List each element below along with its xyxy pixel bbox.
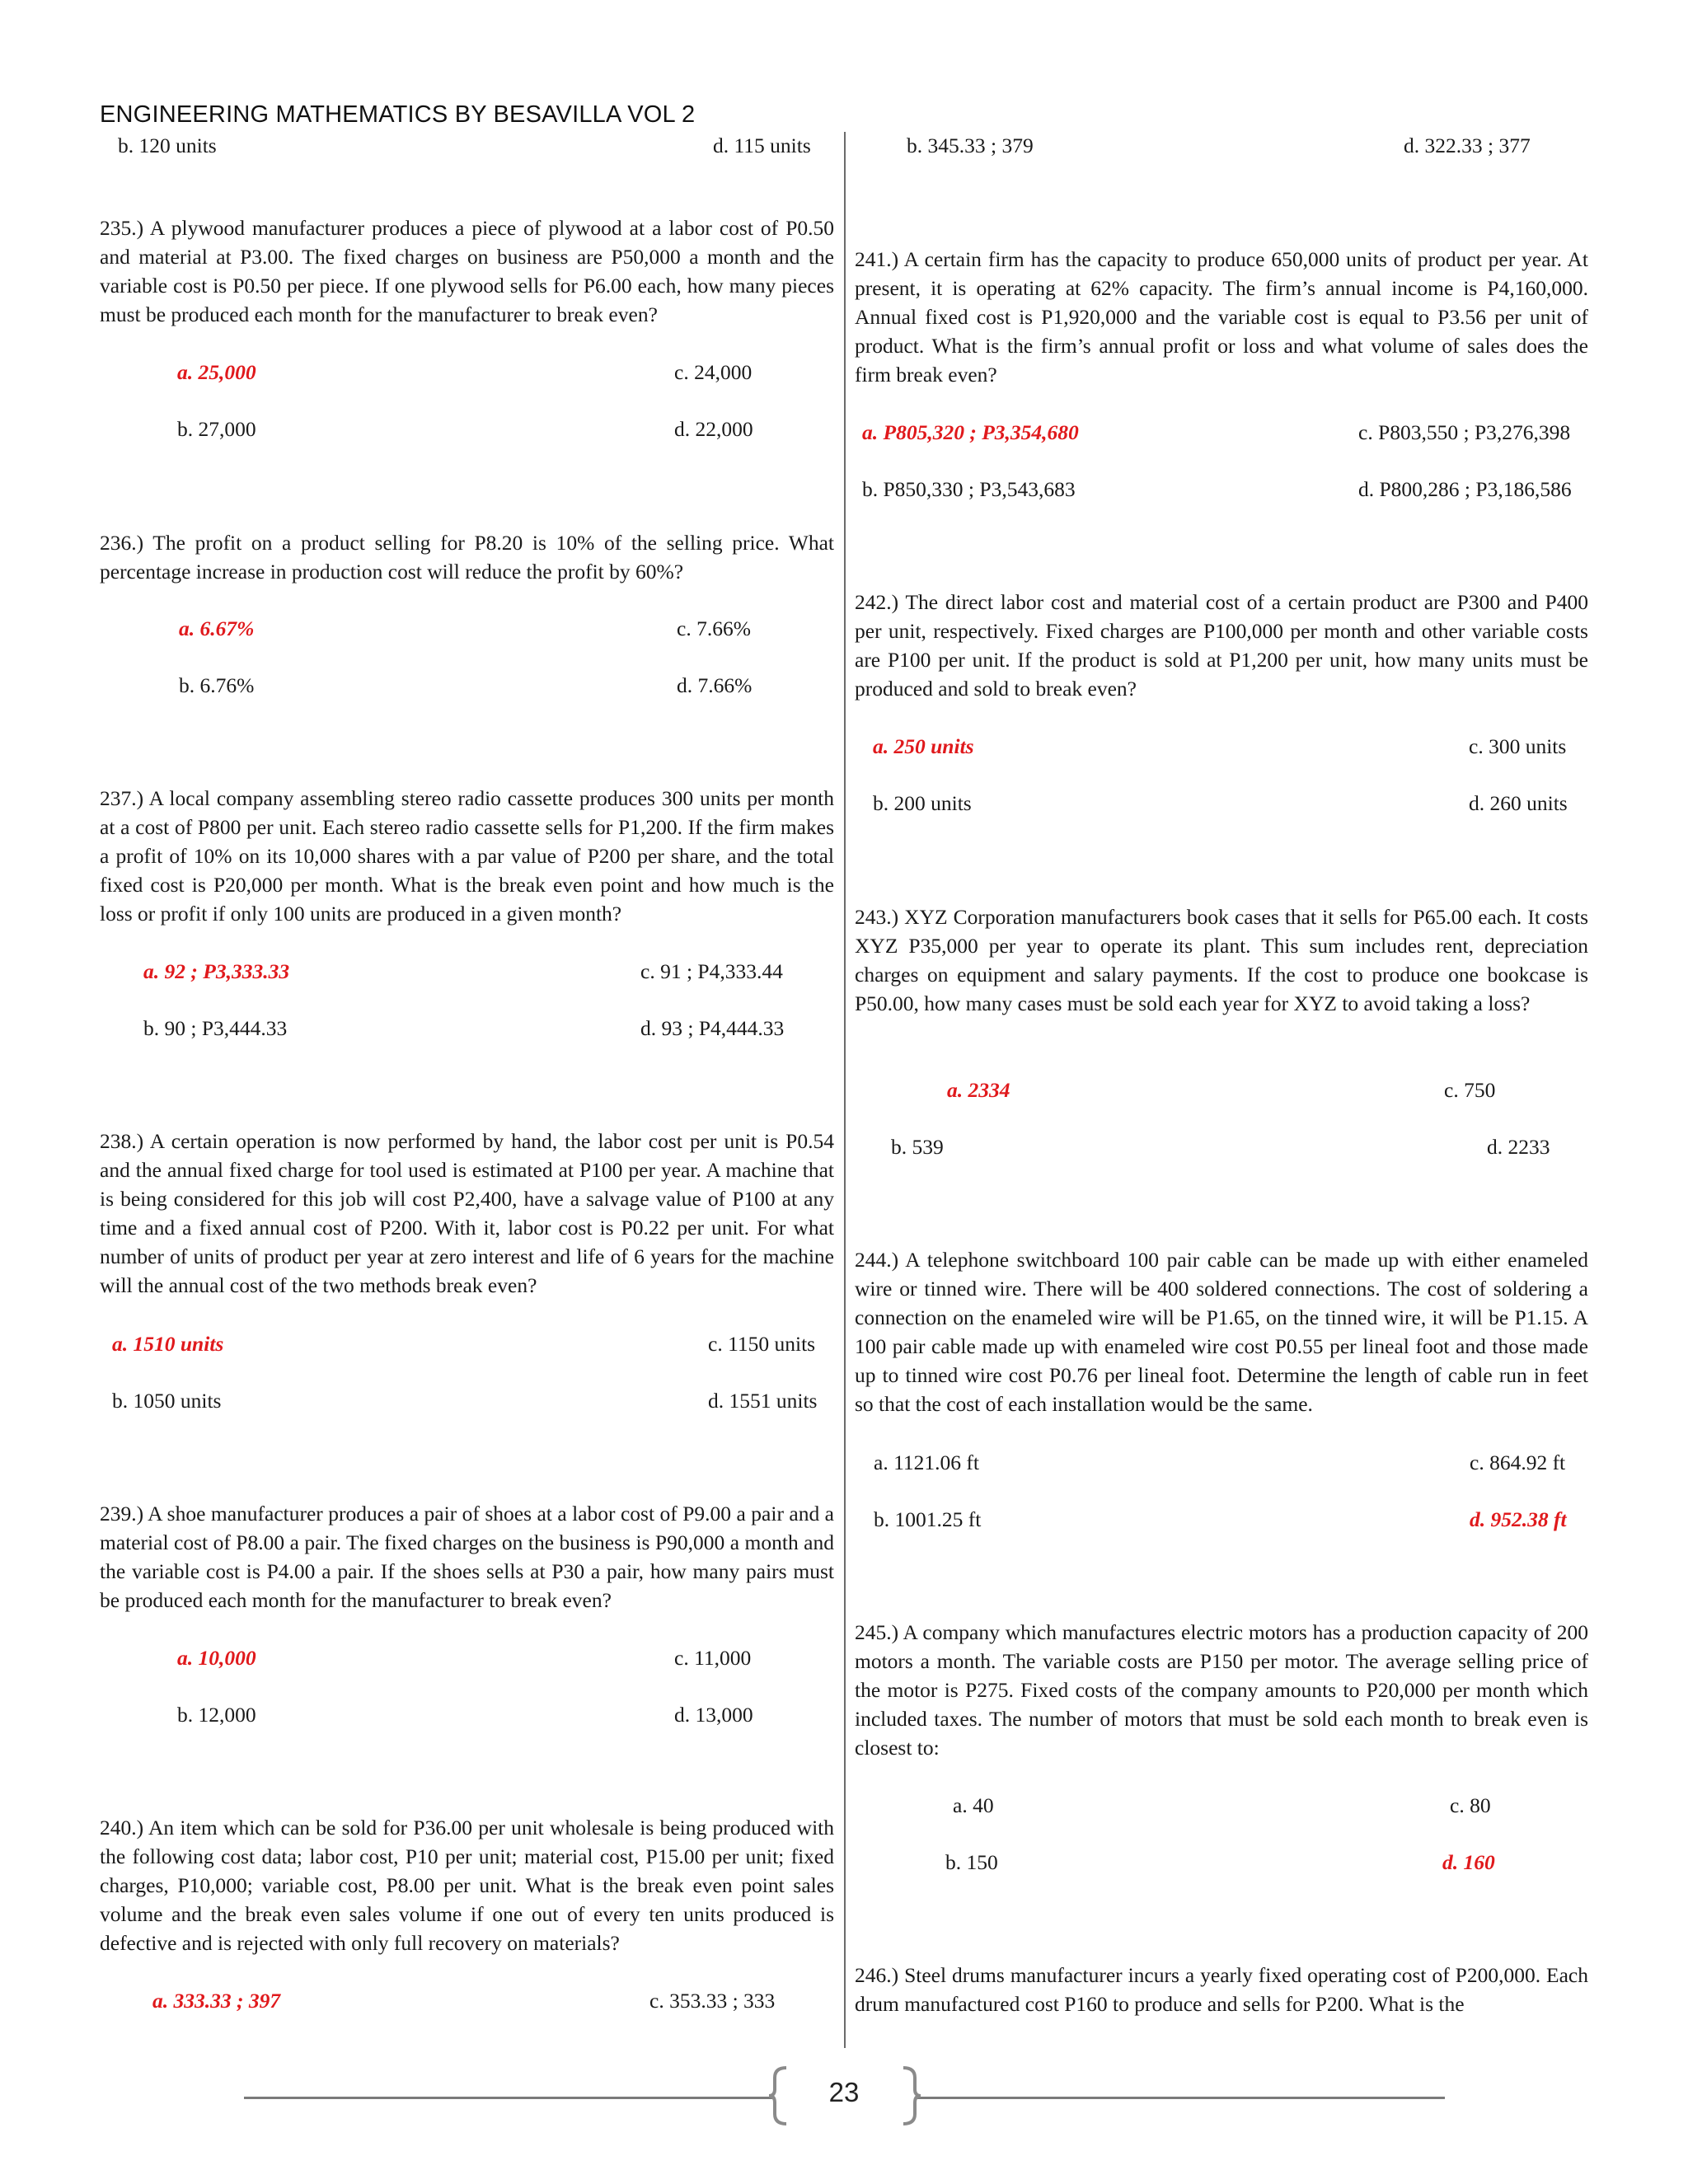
option-b: b. 120 units [118, 134, 217, 157]
question-246: 246.) Steel drums manufacturer incurs a yearly fixed operating cost of P200,000. Each drum manufactured cost P160 to produce and sells for P200. What is the [855, 1963, 1588, 2016]
column-divider [844, 132, 846, 2048]
option-b: b. 12,000 [177, 1703, 256, 1727]
question-243: 243.) XYZ Corporation manufacturers book cases that it sells for P65.00 each. It costs XYZ P35,000 per year to operate its plant. This sum includes rent, depreciation charges on equipment and salary payments. If the cost to produce one bookcase is P50.00, how many cases must be sold each year for XYZ to avoid taking a loss? [855, 905, 1588, 1015]
option-c: c. 353.33 ; 333 [649, 1989, 776, 2013]
option-d: d. 7.66% [677, 673, 753, 697]
answer-a: a. 6.67% [179, 616, 255, 640]
question-237: 237.) A local company assembling stereo radio cassette produces 300 units per month at a cost of P800 per unit. Each stereo radio cassette sells for P1,200. If the firm makes a profit of 10% on its 10,000 shares with a par value of P200 per share, and the total fixed cost is P20,000 per month. What is the break even point and how much is the loss or profit if only 100 units are produced in a given month? [100, 786, 834, 926]
option-d: d. 260 units [1469, 791, 1568, 815]
option-c: c. 750 [1444, 1078, 1496, 1102]
option-b: b. 1001.25 ft [874, 1507, 982, 1531]
option-d: d. 1551 units [708, 1389, 818, 1413]
answer-a: a. P805,320 ; P3,354,680 [862, 420, 1079, 444]
option-b: b. 539 [891, 1135, 944, 1159]
question-244: 244.) A telephone switchboard 100 pair cable can be made up with either enameled wire or tinned wire. There will be 400 soldered connections. The cost of soldering a connection on the enameled wire will be P1.65, on the tinned wire, it will be P1.15. A 100 pair cable made up with enameled wire cost P0.55 per lineal foot and those made up to tinned wire cost P0.76 per lineal foot. Determine the length of cable run in feet so that the cost of each installation would be the same. [855, 1248, 1588, 1416]
option-b: b. P850,330 ; P3,543,683 [862, 477, 1076, 501]
option-b: b. 90 ; P3,444.33 [143, 1016, 288, 1040]
answer-a: a. 250 units [873, 734, 974, 758]
option-d: d. P800,286 ; P3,186,586 [1358, 477, 1572, 501]
option-c: c. 864.92 ft [1470, 1451, 1566, 1474]
page-number: 23 [828, 2077, 860, 2107]
option-c: c. P803,550 ; P3,276,398 [1358, 420, 1571, 444]
answer-a: a. 2334 [947, 1078, 1010, 1102]
question-238: 238.) A certain operation is now performed by hand, the labor cost per unit is P0.54 and the annual fixed charge for tool used is estimated at P100 per year. A machine that is being considered for this job will cost P2,400, have a salvage value of P100 at any time and a fixed annual cost of P200. With it, labor cost is P0.22 per unit. For what number of units of product per year at zero interest and life of 6 years for the machine will the annual cost of the two methods break even? [100, 1129, 834, 1297]
option-a: a. 1121.06 ft [874, 1451, 979, 1474]
option-c: c. 91 ; P4,333.44 [640, 959, 783, 983]
answer-d: d. 952.38 ft [1470, 1507, 1567, 1531]
option-d: d. 13,000 [674, 1703, 753, 1727]
answer-a: a. 25,000 [177, 360, 256, 384]
question-242: 242.) The direct labor cost and material cost of a certain product are P300 and P400 per unit, respectively. Fixed charges are P100,000 per month and other variable costs are P100 per unit. If the product is sold at P1,200 per unit, how many units must be produced and sold to break even? [855, 590, 1588, 701]
option-b: b. 150 [945, 1850, 998, 1874]
document-header: ENGINEERING MATHEMATICS BY BESAVILLA VOL 2 [100, 101, 696, 128]
answer-a: a. 333.33 ; 397 [152, 1989, 281, 2013]
question-239: 239.) A shoe manufacturer produces a pair of shoes at a labor cost of P9.00 a pair and a material cost of P8.00 a pair. The fixed charges on the business is P90,000 a month and the variable cost is P4.00 a pair. If the shoes sells at P30 a pair, how many pairs must be produced each month for the manufacturer to break even? [100, 1502, 834, 1612]
question-240: 240.) An item which can be sold for P36.00 per unit wholesale is being produced with the following cost data; labor cost, P10 per unit; material cost, P15.00 per unit; fixed charges, P10,000; variable cost, P8.00 per unit. What is the break even point sales volume and the break even sales volume if one out of every ten units produced is defective and is rejected with only full recovery on materials? [100, 1816, 834, 1955]
option-c: c. 1150 units [708, 1332, 816, 1356]
option-b: b. 345.33 ; 379 [907, 134, 1034, 157]
option-b: b. 1050 units [112, 1389, 222, 1413]
answer-d: d. 160 [1442, 1850, 1495, 1874]
question-245: 245.) A company which manufactures electric motors has a production capacity of 200 motors a month. The variable costs are P150 per motor. The average selling price of the motor is P275. Fixed costs of the company amounts to P20,000 per month which included taxes. The number of motors that must be sold each month to break even is closest to: [855, 1620, 1588, 1760]
option-c: c. 7.66% [677, 616, 751, 640]
option-c: c. 11,000 [674, 1646, 752, 1670]
right-brace-icon [898, 2064, 923, 2127]
answer-a: a. 92 ; P3,333.33 [143, 959, 290, 983]
footer-rule-right [915, 2097, 1445, 2099]
option-b: b. 6.76% [179, 673, 255, 697]
question-241: 241.) A certain firm has the capacity to produce 650,000 units of product per year. At present, it is operating at 62% capacity. The firm’s annual income is P4,160,000. Annual fixed cost is P1,920,000 and the variable cost is equal to P3.56 per unit of product. What is the firm’s annual profit or loss and what volume of sales does the firm break even? [855, 247, 1588, 387]
option-b: b. 27,000 [177, 417, 256, 441]
left-brace-icon [767, 2064, 791, 2127]
option-c: c. 80 [1450, 1793, 1491, 1817]
option-d: d. 115 units [713, 134, 811, 157]
answer-a: a. 1510 units [112, 1332, 224, 1356]
question-235: 235.) A plywood manufacturer produces a piece of plywood at a labor cost of P0.50 and material at P3.00. The fixed charges on business are P50,000 a month and the variable cost is P0.50 per piece. If one plywood sells for P6.00 each, how many pieces must be produced each month for the manufacturer to break even? [100, 216, 834, 326]
footer-rule-left [244, 2097, 773, 2099]
option-c: c. 24,000 [674, 360, 753, 384]
option-d: d. 93 ; P4,444.33 [640, 1016, 785, 1040]
option-d: d. 2233 [1487, 1135, 1550, 1159]
question-236: 236.) The profit on a product selling for P8.20 is 10% of the selling price. What percentage increase in production cost will reduce the profit by 60%? [100, 531, 834, 583]
answer-a: a. 10,000 [177, 1646, 256, 1670]
option-a: a. 40 [953, 1793, 994, 1817]
option-b: b. 200 units [873, 791, 972, 815]
option-d: d. 322.33 ; 377 [1404, 134, 1531, 157]
option-d: d. 22,000 [674, 417, 753, 441]
option-c: c. 300 units [1469, 734, 1567, 758]
